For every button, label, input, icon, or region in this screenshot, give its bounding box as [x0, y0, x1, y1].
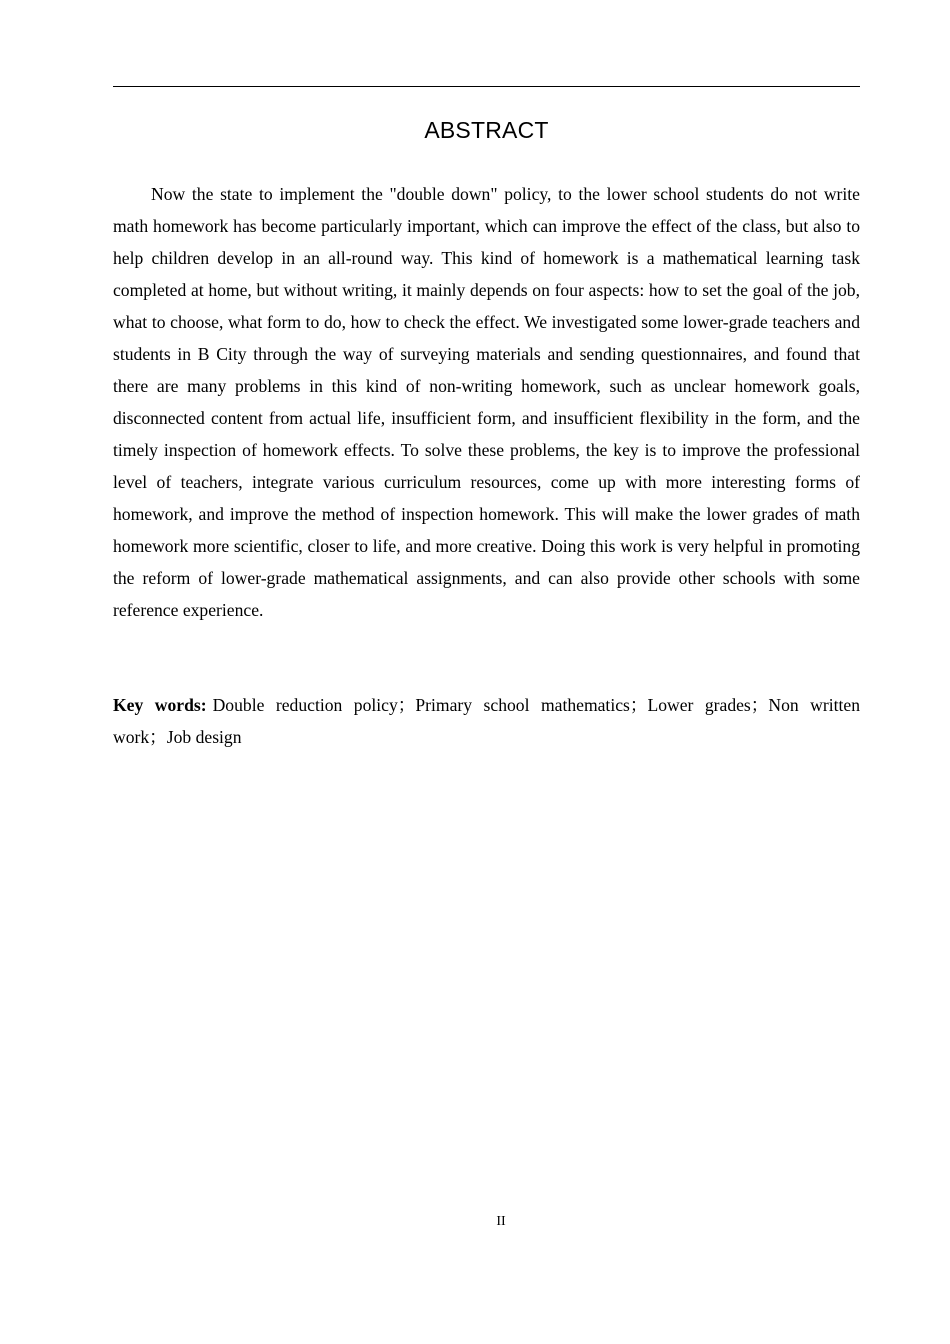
page-number: II	[496, 1214, 506, 1229]
keywords-line	[113, 689, 860, 753]
abstract-body: Now the state to implement the "double down" policy, to the lower school students do not write math homework has become particularly important, which can improve the effect of the class, but also to help children develop in an all-round way. This kind of homework is a mathematical learning task completed at home, but without writing, it mainly depends on four aspects: how to set the goal of the job, what to choose, what form to do, how to check the effect. We investigated some lower-grade teachers and students in B City through the way of surveying materials and sending questionnaires, and found that there are many problems in this kind of non-writing homework, such as unclear homework goals, disconnected content from actual life, insufficient form, and insufficient flexibility in the form, and the timely inspection of homework effects. To solve these problems, the key is to improve the professional level of teachers, integrate various curriculum resources, come up with more interesting forms of homework, and improve the method of inspection homework. This will make the lower grades of math homework more scientific, closer to life, and more creative. Doing this work is very helpful in promoting the reform of lower-grade mathematical assignments, and can also provide other schools with some reference experience.	[113, 184, 860, 620]
keywords-label: Key words:	[113, 695, 207, 715]
abstract-title: ABSTRACT	[424, 117, 549, 143]
header-rule	[113, 86, 860, 87]
keywords-text: Double reduction policy；Primary school mathematics；Lower grades；Non written work；Job design	[113, 695, 860, 747]
